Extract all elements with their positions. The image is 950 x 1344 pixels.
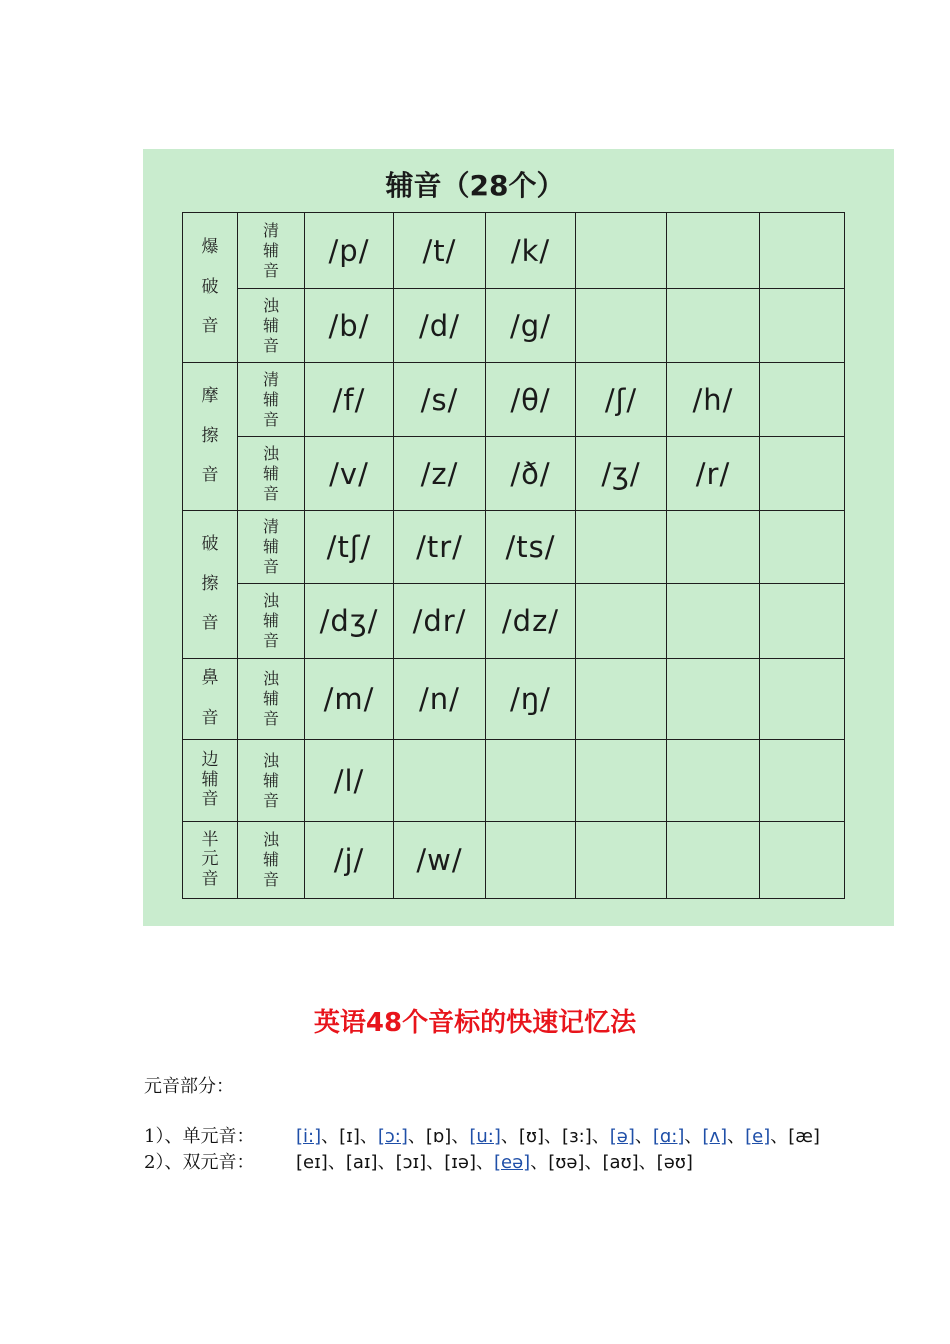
phoneme-link[interactable]: [eə] (494, 1152, 531, 1173)
phoneme-cell: /ʒ/ (576, 437, 667, 511)
phoneme-cell: /ts/ (486, 511, 576, 584)
label-char: 浊 (262, 295, 279, 315)
table-row (183, 740, 845, 822)
phoneme-text: [ɪə] (444, 1152, 477, 1173)
table-row (183, 213, 845, 289)
voicing-voiced (238, 437, 305, 511)
phoneme-cell: /dz/ (486, 584, 576, 659)
phoneme-cell (760, 363, 845, 437)
label-char: 边 (201, 750, 219, 771)
phoneme-cell (760, 822, 845, 899)
label-char: 辅 (262, 611, 279, 630)
separator: 、 (476, 1152, 495, 1173)
label-char: 破 (201, 533, 219, 554)
label-char: 浊 (262, 830, 279, 849)
phoneme-link[interactable]: [ʌ] (702, 1126, 728, 1147)
phoneme-cell: /m/ (305, 659, 394, 740)
phoneme-cell: /tʃ/ (305, 511, 394, 584)
phoneme-text: [æ] (788, 1126, 820, 1147)
phoneme-cell (667, 584, 760, 659)
label-char: 破 (201, 276, 219, 297)
line-label: 2）、双元音： (144, 1152, 255, 1173)
phoneme-text: [ɪ] (339, 1126, 360, 1147)
label-char: 音 (262, 709, 279, 728)
label-char: 辅 (262, 463, 279, 483)
phoneme-cell (667, 511, 760, 584)
phoneme-cell: /d/ (394, 289, 486, 363)
phoneme-cell: /ʃ/ (576, 363, 667, 437)
phoneme-cell (760, 659, 845, 740)
separator: 、 (377, 1152, 396, 1173)
voicing-voiceless (238, 363, 305, 437)
phoneme-cell (576, 822, 667, 899)
table-row (183, 659, 845, 740)
phoneme-text: [aɪ] (345, 1152, 378, 1173)
phoneme-cell: /θ/ (486, 363, 576, 437)
voicing-voiced (238, 822, 305, 899)
separator: 、 (770, 1126, 789, 1147)
consonant-table (182, 212, 845, 899)
label-char: 浊 (262, 750, 279, 770)
label-char: 辅 (262, 315, 279, 335)
phoneme-cell (667, 822, 760, 899)
phoneme-cell (667, 740, 760, 822)
table-row (183, 584, 845, 659)
label-char: 辅 (262, 537, 279, 556)
separator: 、 (727, 1126, 746, 1147)
label-char: 音 (262, 335, 279, 355)
phoneme-cell (667, 213, 760, 289)
table-row (183, 289, 845, 363)
monophthong-line (144, 1122, 820, 1148)
separator: 、 (634, 1126, 653, 1147)
phoneme-cell (576, 584, 667, 659)
voicing-voiced (238, 584, 305, 659)
phoneme-cell: /r/ (667, 437, 760, 511)
label-char: 音 (262, 870, 279, 889)
label-char: 音 (201, 789, 219, 810)
label-char: 音 (262, 557, 279, 576)
phoneme-cell (486, 822, 576, 899)
vowel-section-title: 元音部分： (144, 1076, 234, 1097)
separator: 、 (451, 1126, 470, 1147)
table-row (183, 437, 845, 511)
phoneme-cell (760, 437, 845, 511)
label-char: 音 (262, 409, 279, 429)
phoneme-cell: /tr/ (394, 511, 486, 584)
label-char: 擦 (201, 425, 219, 446)
phoneme-link[interactable]: [ɔ:] (377, 1126, 408, 1147)
phoneme-text: [ʊ] (518, 1126, 545, 1147)
phoneme-text: [əʊ] (656, 1152, 693, 1173)
phoneme-text: [ʊə] (548, 1152, 585, 1173)
category-fricative (183, 363, 238, 511)
label-char: 浊 (262, 443, 279, 463)
phoneme-link[interactable]: [e] (745, 1126, 771, 1147)
phoneme-cell (760, 511, 845, 584)
phoneme-link[interactable]: [ɑ:] (652, 1126, 685, 1147)
separator: 、 (638, 1152, 657, 1173)
page-heading: 英语48个音标的快速记忆法 (313, 1008, 637, 1038)
phoneme-cell: /p/ (305, 213, 394, 289)
label-char: 元 (201, 849, 219, 870)
phoneme-text: [aʊ] (602, 1152, 639, 1173)
separator: 、 (321, 1126, 340, 1147)
label-char: 鼻 (201, 668, 219, 689)
label-char: 辅 (262, 389, 279, 409)
phoneme-cell: /t/ (394, 213, 486, 289)
category-affricate (183, 511, 238, 659)
separator: 、 (500, 1126, 519, 1147)
separator: 、 (359, 1126, 378, 1147)
phoneme-cell: /f/ (305, 363, 394, 437)
phoneme-cell: /dr/ (394, 584, 486, 659)
phoneme-cell: /v/ (305, 437, 394, 511)
phoneme-cell (760, 213, 845, 289)
label-char: 辅 (262, 240, 279, 260)
label-char: 音 (201, 868, 219, 889)
label-char: 摩 (201, 385, 219, 406)
phoneme-cell (667, 289, 760, 363)
phoneme-text: [eɪ] (296, 1152, 328, 1173)
phoneme-cell (576, 511, 667, 584)
separator: 、 (591, 1126, 610, 1147)
label-char: 音 (201, 613, 219, 634)
voicing-voiced (238, 289, 305, 363)
phoneme-cell: /ŋ/ (486, 659, 576, 740)
separator: 、 (407, 1126, 426, 1147)
category-lateral (183, 740, 238, 822)
label-char: 爆 (201, 236, 219, 257)
separator: 、 (327, 1152, 346, 1173)
label-char: 音 (262, 483, 279, 503)
phoneme-cell: /h/ (667, 363, 760, 437)
voicing-voiced (238, 659, 305, 740)
voicing-voiced (238, 740, 305, 822)
line-label: 1）、单元音： (144, 1126, 255, 1147)
label-char: 音 (201, 465, 219, 486)
phoneme-cell: /l/ (305, 740, 394, 822)
category-nasal (183, 659, 238, 740)
label-char: 音 (262, 260, 279, 280)
label-char: 半 (201, 829, 219, 850)
phoneme-cell: /n/ (394, 659, 486, 740)
phoneme-cell (760, 740, 845, 822)
phoneme-text: [ɒ] (425, 1126, 452, 1147)
separator: 、 (530, 1152, 549, 1173)
label-char: 浊 (262, 591, 279, 610)
label-char: 辅 (201, 769, 219, 790)
category-semivowel (183, 822, 238, 899)
separator: 、 (426, 1152, 445, 1173)
table-row (183, 822, 845, 899)
label-char: 清 (262, 220, 279, 240)
phoneme-cell: /j/ (305, 822, 394, 899)
voicing-voiceless (238, 213, 305, 289)
category-plosive (183, 213, 238, 363)
phoneme-cell (667, 659, 760, 740)
separator: 、 (584, 1152, 603, 1173)
phoneme-cell (760, 289, 845, 363)
phoneme-link[interactable]: [u:] (469, 1126, 501, 1147)
separator: 、 (684, 1126, 703, 1147)
phoneme-cell: /g/ (486, 289, 576, 363)
voicing-voiceless (238, 511, 305, 584)
label-char: 辅 (262, 770, 279, 790)
phoneme-text: [ɜ:] (562, 1126, 592, 1147)
phoneme-link[interactable]: [ə] (609, 1126, 635, 1147)
phoneme-cell: /z/ (394, 437, 486, 511)
label-char: 音 (262, 790, 279, 810)
phoneme-cell (760, 584, 845, 659)
phoneme-cell (576, 659, 667, 740)
label-char: 清 (262, 517, 279, 536)
phoneme-text: [ɔɪ] (395, 1152, 427, 1173)
phoneme-cell (486, 740, 576, 822)
label-char: 清 (262, 369, 279, 389)
phoneme-cell: /b/ (305, 289, 394, 363)
phoneme-cell: /dʒ/ (305, 584, 394, 659)
phoneme-cell (394, 740, 486, 822)
phoneme-cell (576, 289, 667, 363)
phoneme-cell (576, 740, 667, 822)
label-char: 浊 (262, 669, 279, 688)
phoneme-cell: /w/ (394, 822, 486, 899)
label-char: 擦 (201, 573, 219, 594)
label-char: 辅 (262, 689, 279, 708)
phoneme-cell: /s/ (394, 363, 486, 437)
table-row (183, 363, 845, 437)
label-char: 音 (201, 708, 219, 728)
table-row (183, 511, 845, 584)
table-title: 辅音（28个） (385, 169, 565, 202)
phoneme-cell (576, 213, 667, 289)
phoneme-cell: /k/ (486, 213, 576, 289)
label-char: 音 (201, 316, 219, 337)
diphthong-line (144, 1148, 693, 1174)
label-char: 辅 (262, 850, 279, 869)
phoneme-cell: /ð/ (486, 437, 576, 511)
separator: 、 (544, 1126, 563, 1147)
phoneme-link[interactable]: [i:] (296, 1126, 322, 1147)
label-char: 音 (262, 631, 279, 650)
